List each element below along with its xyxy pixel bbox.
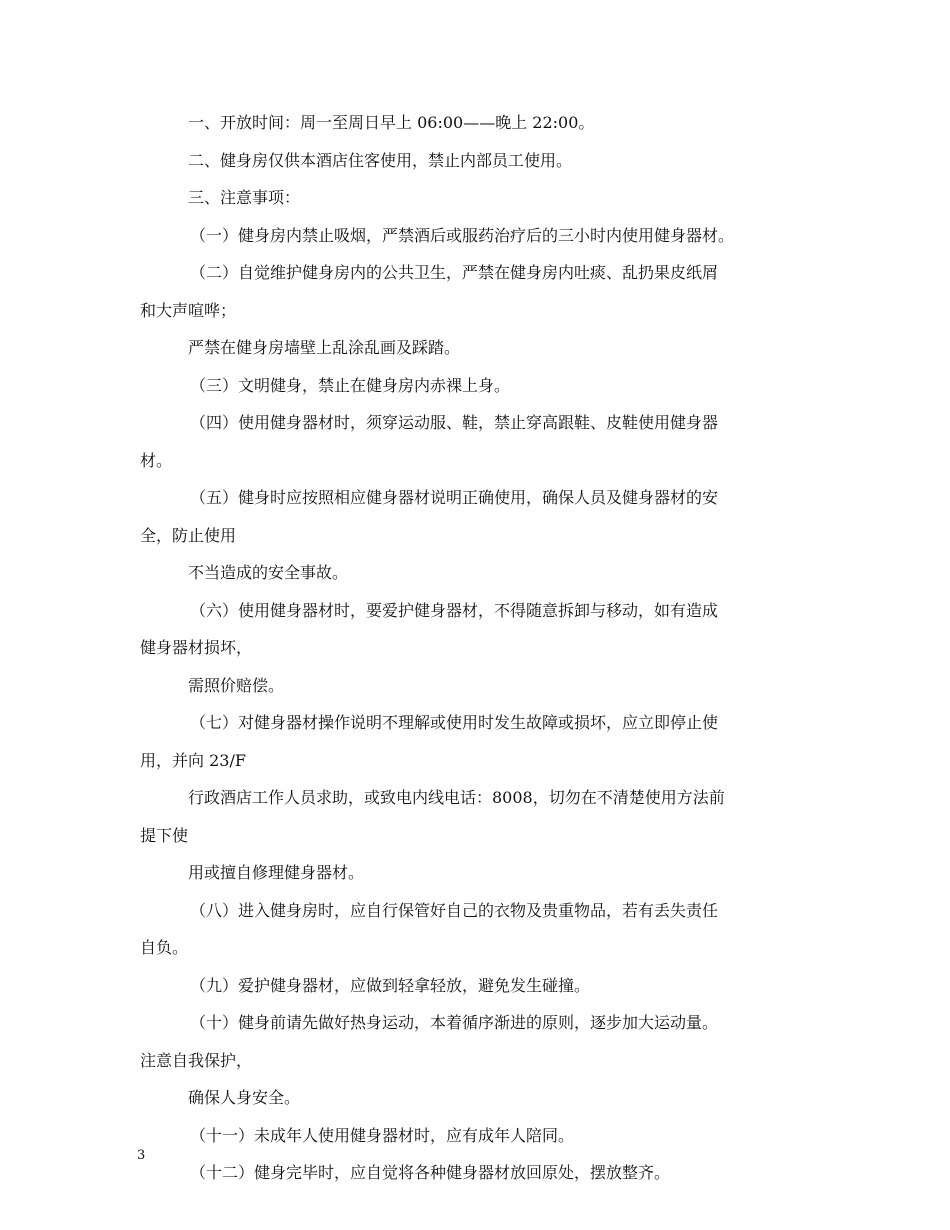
document-body <box>140 113 815 1201</box>
text-line: 不当造成的安全事故。 <box>188 563 349 582</box>
text-line: （八）进入健身房时，应自行保管好自己的衣物及贵重物品，若有丢失责任 <box>190 900 719 920</box>
text-line: （七）对健身器材操作说明不理解或使用时发生故障或损坏，应立即停止使 <box>190 713 719 732</box>
text-line: （十二）健身完毕时，应自觉将各种健身器材放回原处，摆放整齐。 <box>190 1163 671 1182</box>
text-line: （三）文明健身，禁止在健身房内赤裸上身。 <box>190 375 511 395</box>
text-line: 自负。 <box>140 938 189 957</box>
text-line: 严禁在健身房墙壁上乱涂乱画及踩踏。 <box>188 338 461 357</box>
text-line: （六）使用健身器材时，要爱护健身器材，不得随意拆卸与移动，如有造成 <box>190 600 719 620</box>
text-line: 三、注意事项： <box>188 188 301 207</box>
text-line: 确保人身安全。 <box>188 1088 301 1107</box>
text-line: 需照价赔偿。 <box>188 675 285 695</box>
text-line: 用或擅自修理健身器材。 <box>188 863 365 882</box>
text-line: （九）爱护健身器材，应做到轻拿轻放，避免发生碰撞。 <box>190 975 591 995</box>
page-number: 3 <box>137 1148 146 1163</box>
text-line: （四）使用健身器材时，须穿运动服、鞋，禁止穿高跟鞋、皮鞋使用健身器 <box>190 413 719 432</box>
text-line: 材。 <box>140 450 173 470</box>
text-line: （一）健身房内禁止吸烟，严禁酒后或服药治疗后的三小时内使用健身器材。 <box>190 225 735 245</box>
text-line: 用，并向 23/F <box>140 750 246 770</box>
text-line: 和大声喧哗； <box>140 300 237 320</box>
text-line: （二）自觉维护健身房内的公共卫生，严禁在健身房内吐痰、乱扔果皮纸屑 <box>190 263 719 282</box>
text-line: 全，防止使用 <box>140 525 237 545</box>
text-line: 行政酒店工作人员求助，或致电内线电话：8008，切勿在不清楚使用方法前 <box>188 788 725 807</box>
text-line: 一、开放时间：周一至周日早上 06:00——晚上 22:00。 <box>188 113 595 132</box>
text-line: （十一）未成年人使用健身器材时，应有成年人陪同。 <box>190 1125 575 1145</box>
text-line: （五）健身时应按照相应健身器材说明正确使用，确保人员及健身器材的安 <box>190 488 719 507</box>
text-line: 注意自我保护， <box>140 1050 253 1070</box>
text-line: 二、健身房仅供本酒店住客使用，禁止内部员工使用。 <box>188 150 573 170</box>
text-line: （十）健身前请先做好热身运动，本着循序渐进的原则，逐步加大运动量。 <box>190 1013 719 1032</box>
text-line: 提下使 <box>140 825 189 845</box>
text-line: 健身器材损坏， <box>140 638 253 657</box>
